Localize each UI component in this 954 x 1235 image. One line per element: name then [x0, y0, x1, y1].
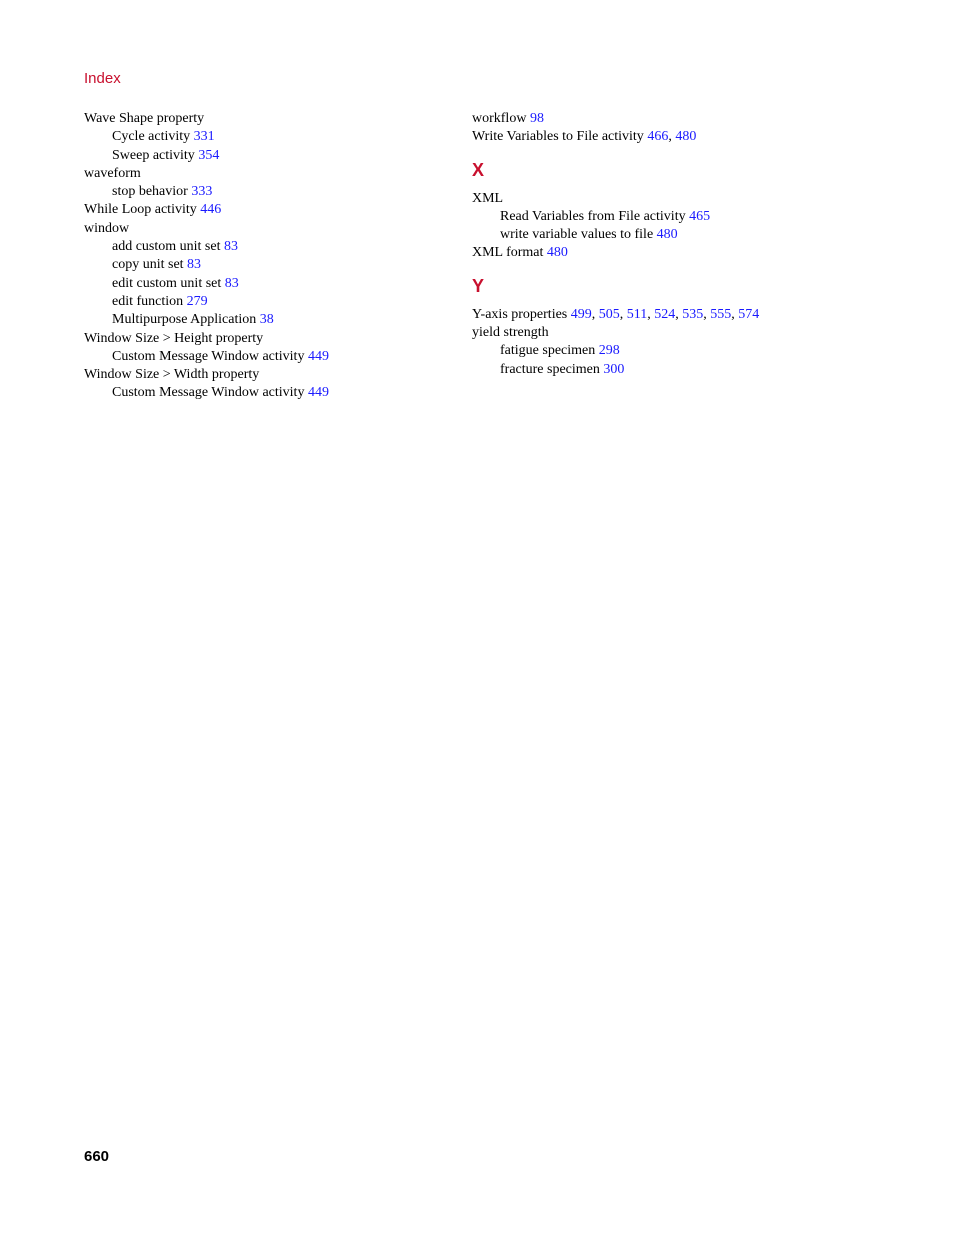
- page-number: 660: [84, 1148, 110, 1165]
- page-link[interactable]: 480: [546, 245, 568, 261]
- entry-term: waveform: [84, 165, 141, 181]
- index-entry: [472, 110, 892, 128]
- page-link[interactable]: 524: [654, 306, 676, 322]
- entry-term: edit function: [112, 293, 184, 309]
- entry-term: Custom Message Window activity: [112, 385, 305, 401]
- index-entry: [472, 324, 892, 342]
- page-link[interactable]: 83: [187, 257, 202, 273]
- page-link[interactable]: 499: [570, 306, 592, 322]
- page-link[interactable]: 511: [626, 306, 648, 322]
- index-subentry: [84, 293, 444, 311]
- page-link[interactable]: 279: [186, 293, 208, 309]
- page-link[interactable]: 300: [603, 361, 625, 377]
- entry-term: Custom Message Window activity: [112, 348, 305, 364]
- page-link[interactable]: 535: [682, 306, 704, 322]
- index-entry: Write Variables to File activity 466, 480: [472, 129, 697, 145]
- index-subentry: [84, 256, 444, 274]
- index-subentry: [84, 147, 444, 165]
- entry-term: Wave Shape property: [84, 111, 205, 126]
- index-entry: [472, 244, 892, 262]
- entry-term: Read Variables from File activity: [500, 208, 686, 224]
- page-link[interactable]: 449: [307, 385, 329, 401]
- page-link[interactable]: 555: [710, 306, 732, 322]
- section-letter: X: [472, 159, 485, 180]
- index-column-left: [84, 110, 444, 403]
- index-entry: [472, 190, 892, 208]
- index-subentry: [84, 384, 444, 402]
- entry-term: fatigue specimen: [500, 343, 596, 359]
- page-link[interactable]: 333: [191, 184, 213, 200]
- entry-term: Multipurpose Application: [112, 312, 257, 328]
- index-entry: [84, 330, 444, 348]
- page-link[interactable]: 466: [647, 129, 669, 145]
- page-link[interactable]: 83: [224, 239, 238, 255]
- entry-term: Y-axis properties: [472, 306, 568, 322]
- entry-term: Window Size > Height property: [84, 330, 264, 346]
- index-header: Index: [84, 70, 121, 87]
- index-subentry: [84, 128, 444, 146]
- entry-term: write variable values to file: [500, 227, 654, 243]
- entry-term: While Loop activity: [84, 202, 197, 218]
- page-link[interactable]: 446: [200, 202, 222, 218]
- entry-term: edit custom unit set: [112, 275, 222, 291]
- index-column-right: [472, 110, 892, 379]
- page-link[interactable]: 480: [656, 227, 678, 243]
- index-entry: [84, 366, 444, 384]
- index-entry: [84, 165, 444, 183]
- index-entry: [84, 110, 444, 128]
- index-subentry: [84, 311, 444, 329]
- entry-term: workflow: [472, 111, 527, 126]
- index-subentry: [472, 342, 892, 360]
- section-letter: Y: [472, 275, 485, 296]
- entry-term: Window Size > Width property: [84, 367, 260, 383]
- index-subentry: [84, 183, 444, 201]
- page-link[interactable]: 331: [193, 129, 215, 145]
- page-link[interactable]: 505: [598, 306, 620, 322]
- page-link[interactable]: 298: [598, 343, 620, 359]
- entry-term: Write Variables to File activity: [472, 129, 644, 145]
- page-link[interactable]: 465: [689, 208, 711, 224]
- index-subentry: [472, 226, 892, 244]
- entry-term: yield strength: [472, 325, 549, 341]
- entry-term: fracture specimen: [500, 361, 600, 377]
- entry-term: stop behavior: [112, 184, 188, 200]
- entry-term: Cycle activity: [112, 129, 191, 145]
- entry-term: Sweep activity: [112, 147, 195, 163]
- entry-term: XML format: [472, 245, 544, 261]
- entry-term: copy unit set: [112, 257, 184, 273]
- page-link[interactable]: 574: [738, 306, 760, 322]
- page-link[interactable]: 354: [198, 147, 220, 163]
- page-link[interactable]: 83: [224, 275, 239, 291]
- page-link[interactable]: 449: [307, 348, 329, 364]
- index-entry: [84, 201, 444, 219]
- entry-term: window: [84, 220, 130, 236]
- entry-term: XML: [472, 190, 504, 206]
- index-entry: [84, 220, 444, 238]
- entry-term: add custom unit set: [112, 239, 221, 255]
- index-entry: Y-axis properties 499, 505, 511, 524, 535, 555, 574: [472, 306, 760, 322]
- index-subentry: [472, 361, 892, 379]
- index-subentry: [84, 348, 444, 366]
- index-subentry: [472, 208, 892, 226]
- index-subentry: [84, 275, 444, 293]
- page-link[interactable]: 480: [675, 129, 697, 145]
- index-subentry: [84, 238, 444, 256]
- page-link[interactable]: 38: [259, 312, 274, 328]
- page-link[interactable]: 98: [529, 111, 544, 126]
